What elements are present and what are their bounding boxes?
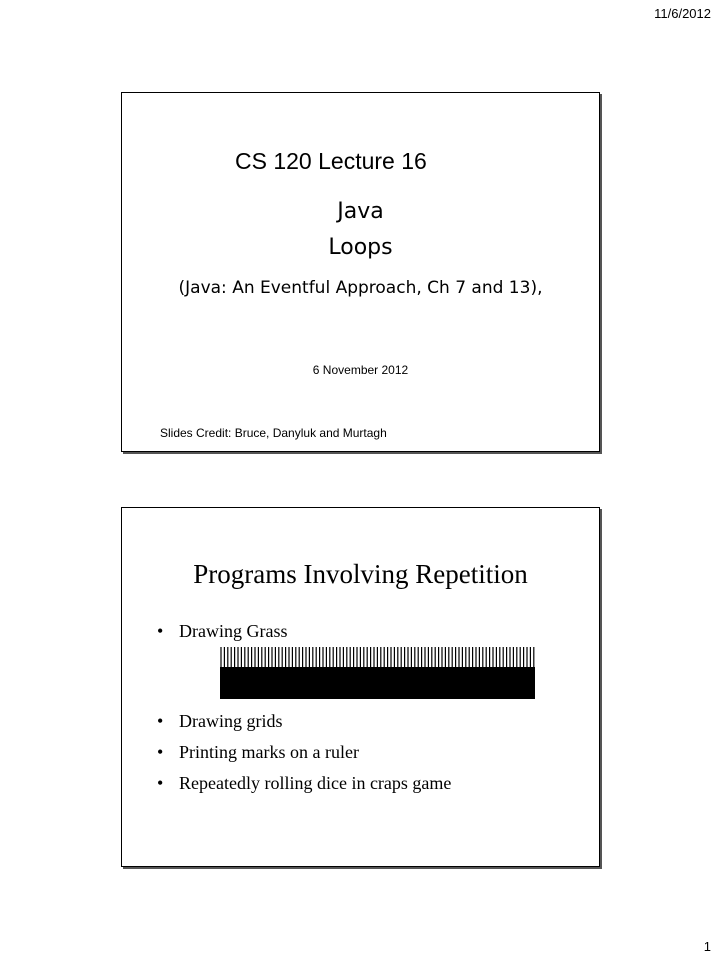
subtitle: (Java: An Eventful Approach, Ch 7 and 13), [178,278,543,298]
slide-2 [121,507,600,867]
title-line-java: Java [337,199,384,224]
header-date: 11/6/2012 [654,6,711,21]
grass-blades [221,647,534,668]
bullet-list-bottom [157,706,451,799]
slides-credit: Slides Credit: Bruce, Danyluk and Murtagh [160,426,387,440]
slide-1 [121,92,600,452]
bullet-item: • Drawing grids [157,706,451,737]
bullet-list-top [157,616,287,647]
bullet-item: • Printing marks on a ruler [157,737,451,768]
title-line-loops: Loops [328,235,393,260]
bullet-item: • Repeatedly rolling dice in craps game [157,768,451,799]
slide-title: Programs Involving Repetition [193,559,528,589]
grass-ground [220,667,535,699]
lecture-date: 6 November 2012 [312,363,409,377]
bullet-item: • Drawing Grass [157,616,287,647]
course-title: CS 120 Lecture 16 [235,148,427,174]
page-number: 1 [703,939,711,954]
grass-illustration [220,647,535,699]
